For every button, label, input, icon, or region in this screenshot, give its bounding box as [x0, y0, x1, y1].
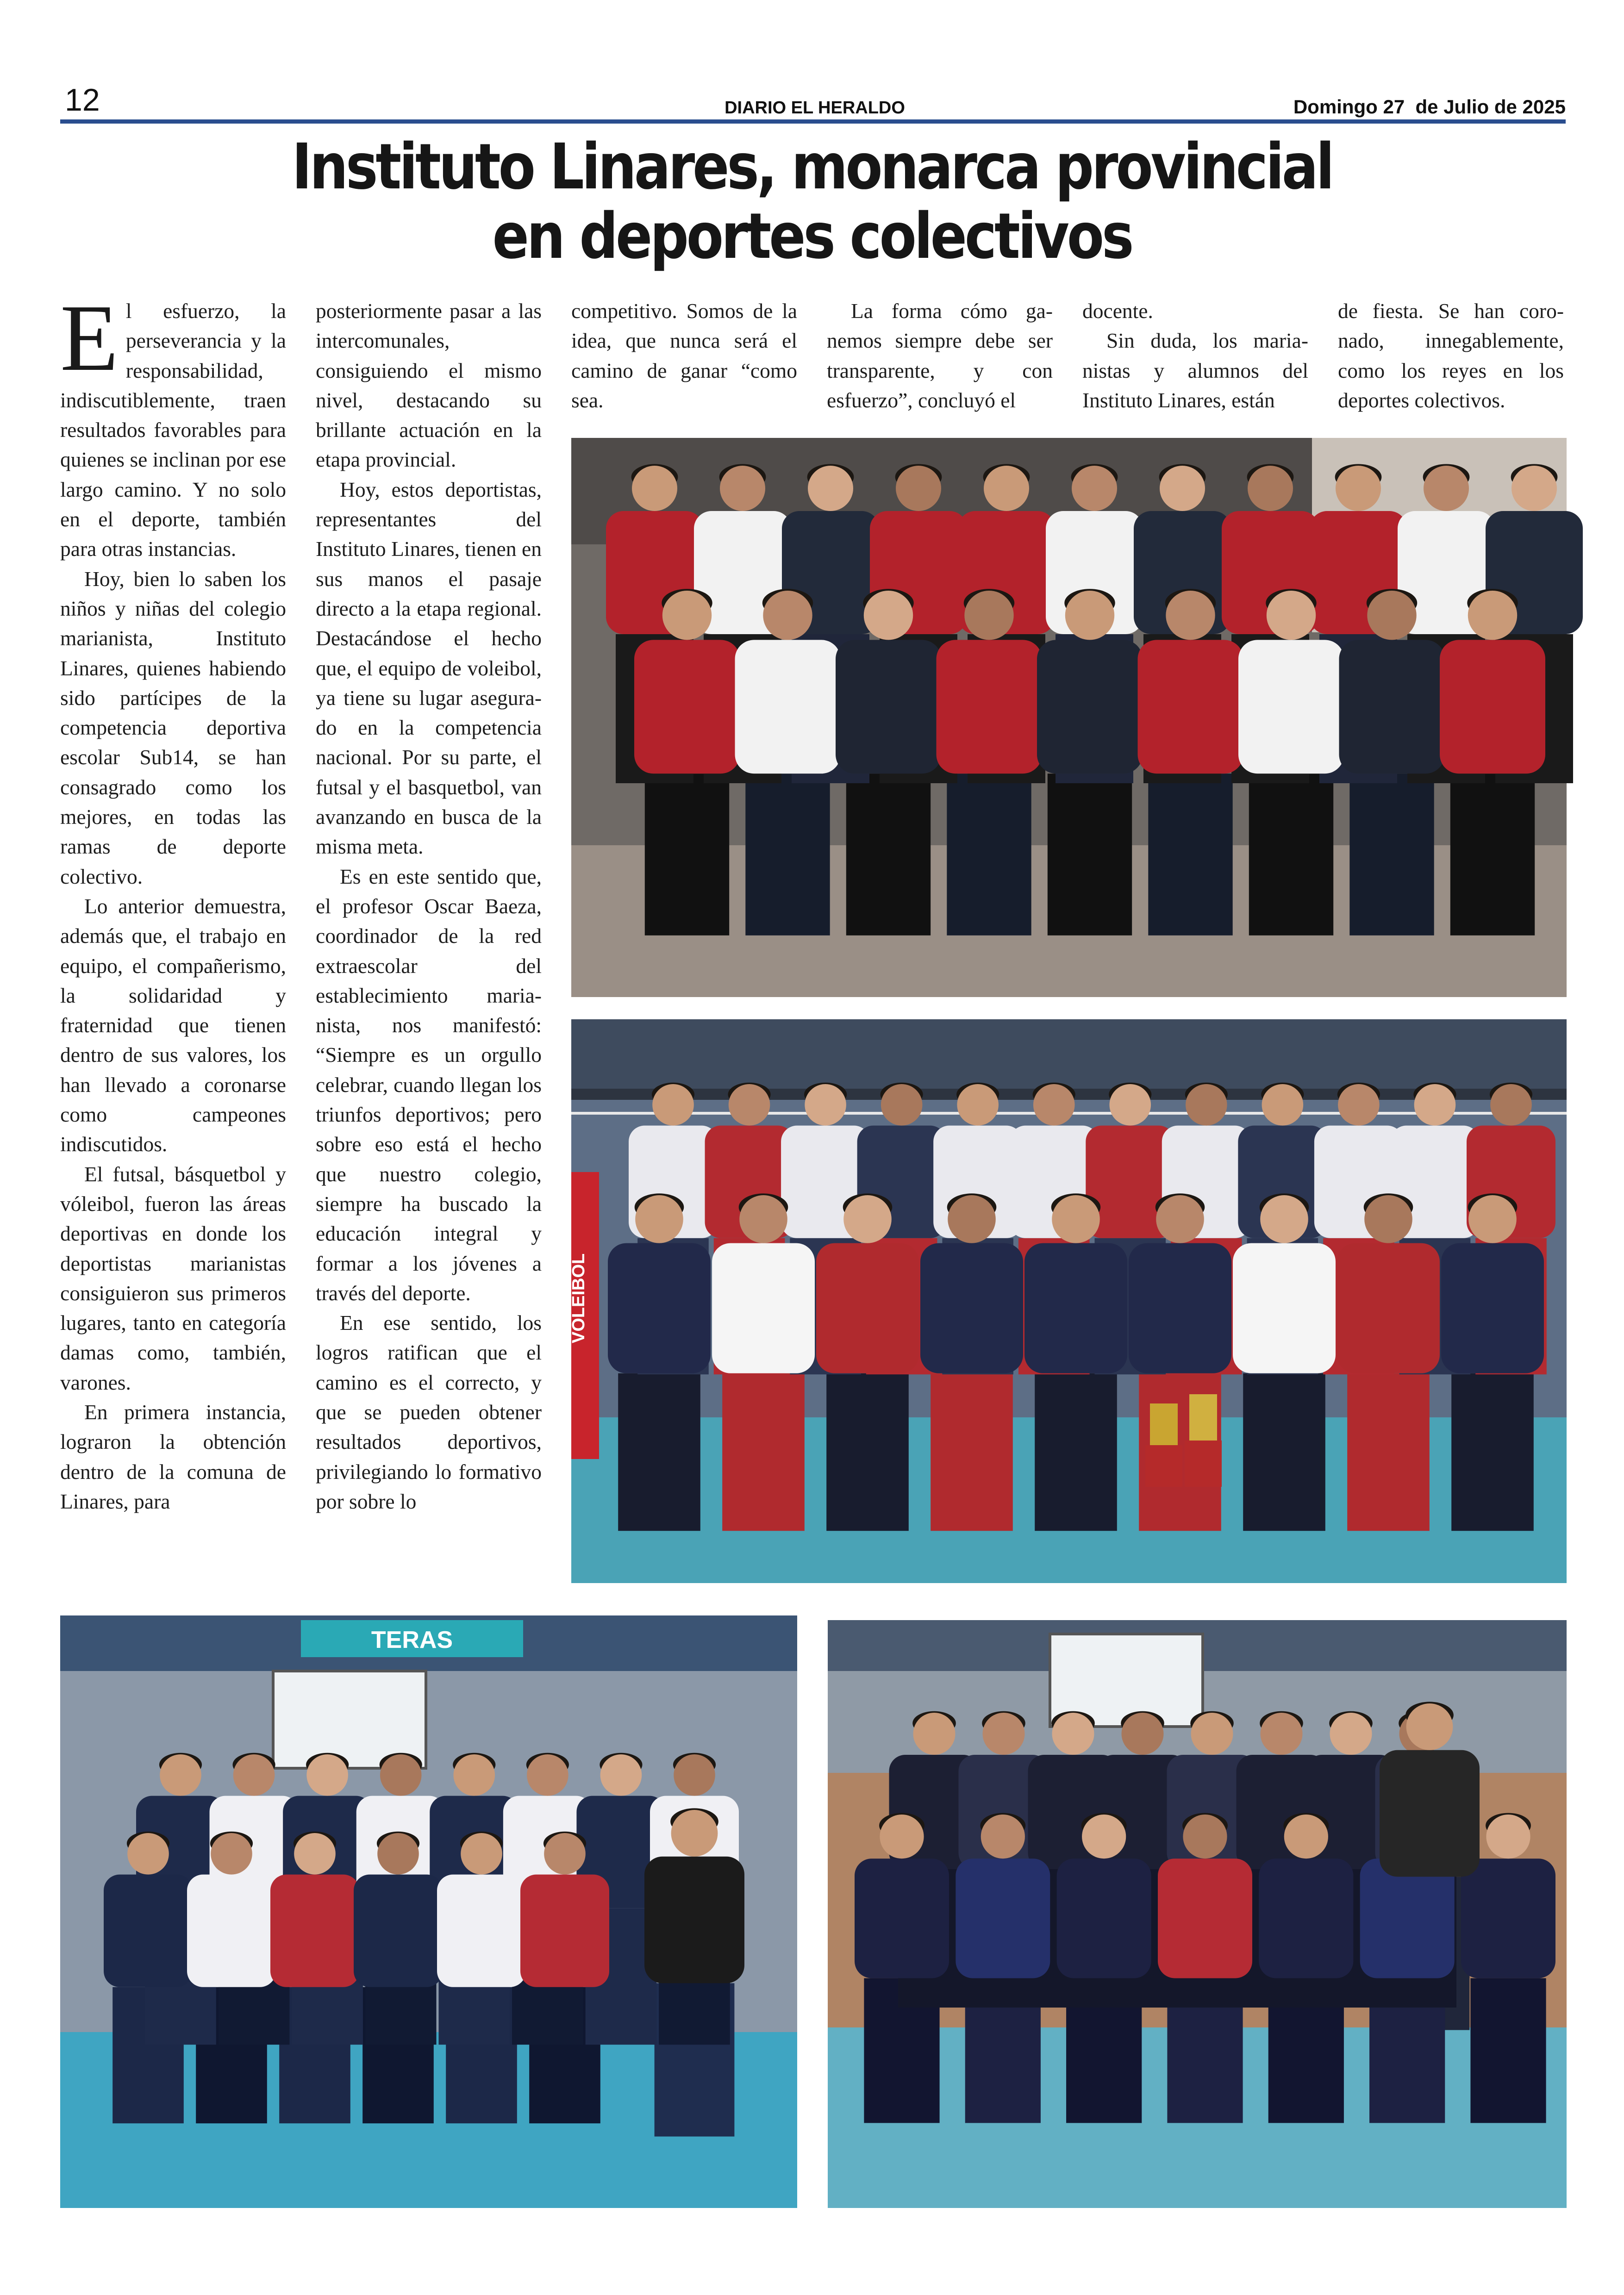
- newspaper-name: DIARIO EL HERALDO: [725, 98, 905, 118]
- article-paragraph: [60, 285, 286, 564]
- photo-futsal-team-image: [571, 438, 1567, 997]
- header-rule: [60, 119, 1566, 124]
- drop-cap: E: [60, 285, 119, 391]
- article-paragraph: El futsal, básquetbol y vóleibol, fueron las áreas deportivas en donde los deportistas marianistas consiguieron sus primeros lugares, tanto en categoría damas como, también, varones.: [60, 1162, 286, 1394]
- photo-volleyball-team: [571, 1019, 1567, 1583]
- paragraph-text: l esfuerzo, la perseverancia y la responsabilidad, indiscutiblemente, traen resultados favorables para quienes se inclinan por ese largo camino. Y no solo en el deporte, también para otras instancias.: [60, 299, 286, 561]
- article-column-3: [571, 296, 797, 415]
- article-column-4: [827, 296, 1053, 415]
- article-paragraph: En ese sentido, los logros ratifican que el camino es el correcto, y que se pueden obtener resultados deportivos, privilegiando lo formativo por sobre lo: [316, 1311, 542, 1513]
- photo-boys-basketball-image: [828, 1620, 1567, 2208]
- article-column-1: [60, 285, 286, 1516]
- photo-volleyball-team-image: [571, 1019, 1567, 1583]
- article-paragraph: docente.: [1082, 299, 1153, 323]
- headline: [233, 132, 1391, 271]
- photo-futsal-team: [571, 438, 1567, 997]
- headline-line-1: Instituto Linares, monarca provincial: [292, 131, 1332, 204]
- article-paragraph: Hoy, bien lo saben los niños y niñas del colegio marianista, Instituto Linares, quienes habiendo sido partícipes de la competencia deportiva escolar Sub14, se han consagrado como los mejores, en todas las ramas de deporte colectivo.: [60, 567, 286, 888]
- issue-date: Domingo 27 de Julio de 2025: [1293, 96, 1566, 118]
- article-paragraph: de fiesta. Se han coronado, innegablemente, como los reyes en los deportes colectivos.: [1338, 299, 1564, 412]
- article-paragraph: Lo anterior demuestra, además que, el trabajo en equipo, el compañerismo, la solidaridad y fraternidad que tienen dentro de sus valores, los han llevado a coronarse como campeones indiscutidos.: [60, 894, 286, 1156]
- article-paragraph: La forma cómo ganemos siempre debe ser transparente, y con esfuerzo”, concluyó el: [827, 299, 1053, 412]
- article-column-5: [1082, 296, 1308, 415]
- banner-text: TERAS: [371, 1627, 453, 1653]
- article-column-2: [316, 296, 542, 1516]
- article-paragraph: En primera instancia, lograron la obtención dentro de la comuna de Linares, para: [60, 1400, 286, 1513]
- people-group: [608, 1083, 1555, 1531]
- headline-line-2: en deportes colectivos: [492, 200, 1132, 273]
- banner-text: VOLEIBOL: [569, 1253, 588, 1343]
- article-paragraph: posteriormente pasar a las intercomunales, consiguiendo el mismo nivel, destacando su brillante actuación en la etapa provincial.: [316, 299, 542, 472]
- photo-girls-basketball-image: [60, 1615, 797, 2208]
- photo-girls-basketball: [60, 1615, 797, 2208]
- photo-boys-basketball: [828, 1620, 1567, 2208]
- article-paragraph: Sin duda, los marianistas y alumnos del Instituto Linares, están: [1082, 329, 1308, 412]
- article-column-6: [1338, 296, 1564, 415]
- article-paragraph: Hoy, estos deportistas, representantes del Instituto Linares, tienen en sus manos el pasaje directo a la etapa regional. Destacándose el hecho que, el equipo de voleibol, ya tiene su lugar asegurado en la competencia nacional. Por su parte, el futsal y el basquetbol, van avanzando en busca de la misma meta.: [316, 477, 542, 859]
- article-paragraph: competitivo. Somos de la idea, que nunca será el camino de ganar “como sea.: [571, 299, 797, 412]
- page-number: 12: [65, 82, 100, 118]
- article-paragraph: Es en este sentido que, el profesor Oscar Baeza, coordinador de la red extraescolar del establecimiento marianista, nos manifestó: “Siempre es un orgullo celebrar, cuando llegan los triunfos deportivos; pero sobre eso está el hecho que nuestro colegio, siempre ha buscado la educación integral y formar a los jóvenes a través del deporte.: [316, 864, 542, 1305]
